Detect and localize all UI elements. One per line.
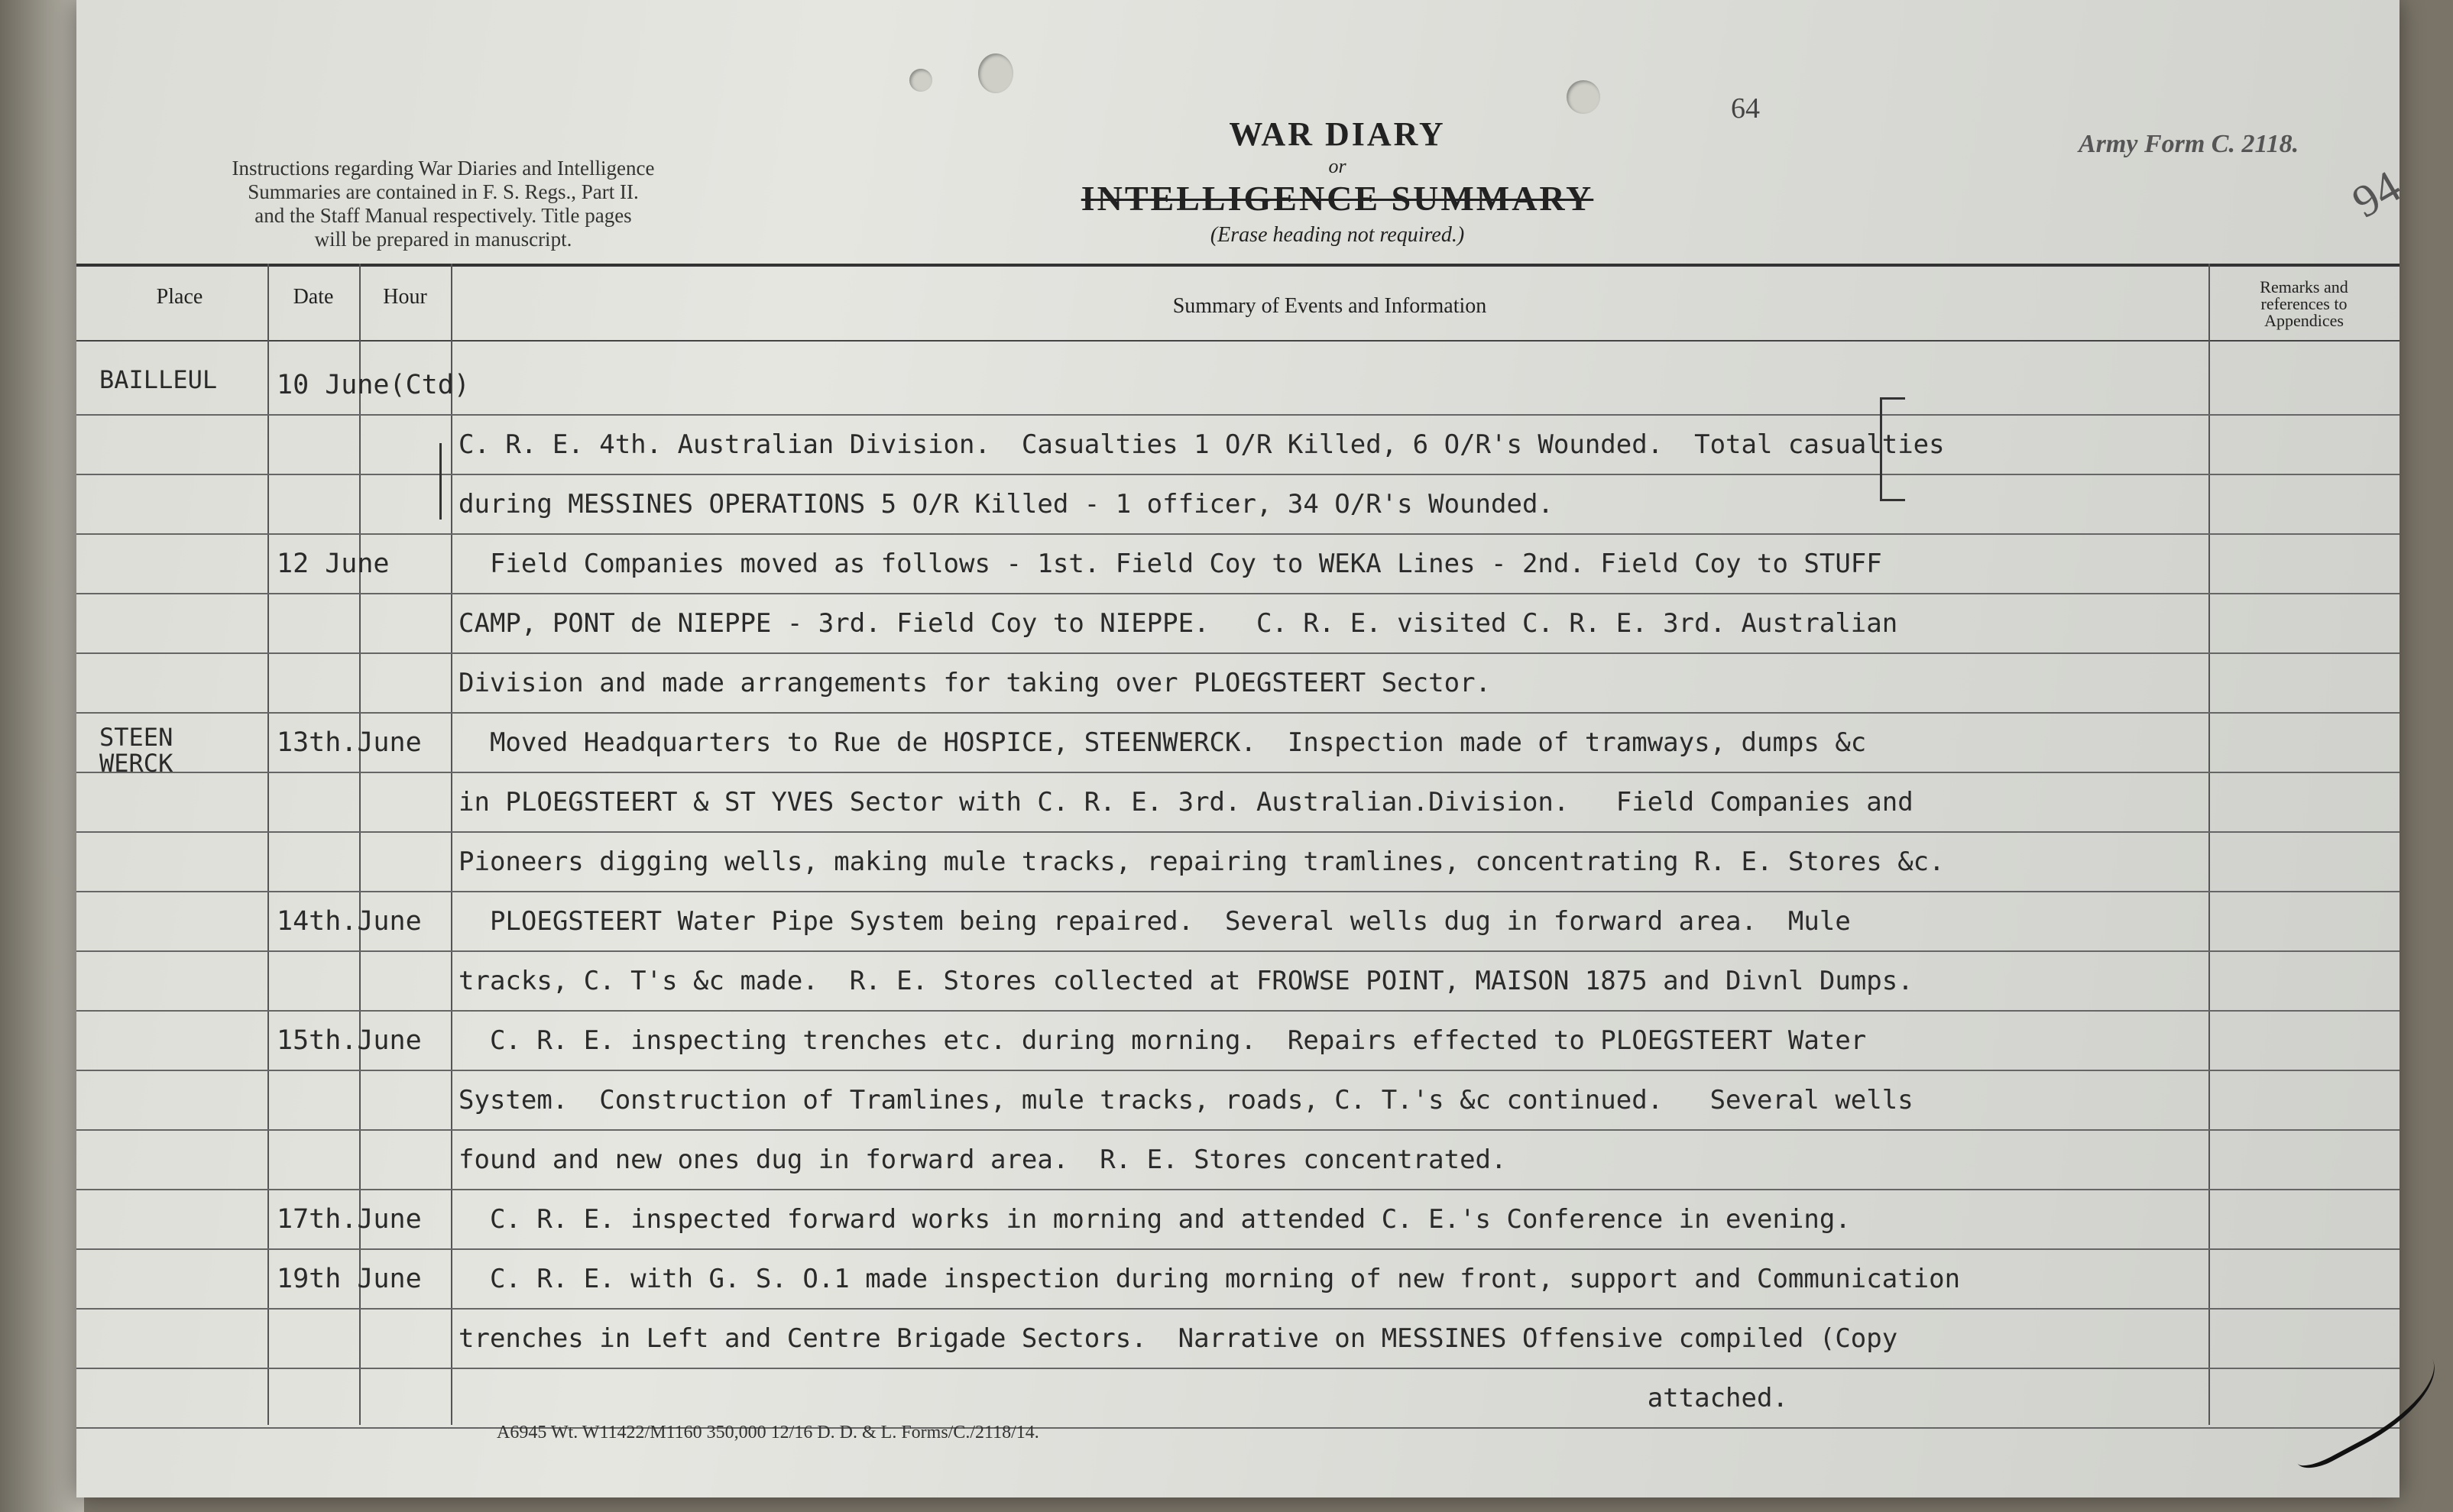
row-rule bbox=[76, 1129, 2400, 1131]
header-remarks-line: Remarks and bbox=[2260, 277, 2348, 296]
title-intelligence-summary: INTELLIGENCE SUMMARY bbox=[1081, 179, 1594, 218]
instructions-line: Instructions regarding War Diaries and Intelligence bbox=[232, 157, 655, 180]
title-or: or bbox=[1328, 155, 1346, 177]
title-war-diary: WAR DIARY bbox=[1229, 115, 1446, 153]
row-date: 15th.June bbox=[277, 1025, 422, 1056]
header-summary: Summary of Events and Information bbox=[1172, 294, 1487, 318]
page-number: 64 bbox=[1731, 92, 1760, 125]
row-summary: C. R. E. inspecting trenches etc. during morning. Repairs effected to PLOEGSTEERT Water bbox=[459, 1025, 1867, 1056]
row-rule bbox=[76, 1189, 2400, 1190]
row-rule bbox=[76, 414, 2400, 416]
army-form-label: Army Form C. 2118. bbox=[2079, 130, 2299, 158]
col-rule-place bbox=[267, 264, 269, 1425]
header-hour: Hour bbox=[383, 285, 427, 309]
row-rule bbox=[76, 652, 2400, 654]
row-rule bbox=[76, 1427, 2400, 1429]
col-rule-hour bbox=[451, 264, 452, 1425]
header-rule bbox=[76, 340, 2400, 342]
row-date: 10 June(Ctd) bbox=[277, 370, 470, 400]
bracket-mark bbox=[1880, 397, 1905, 501]
punch-hole bbox=[909, 69, 932, 92]
row-summary: attached. bbox=[459, 1383, 1788, 1413]
header-remarks-line: Appendices bbox=[2264, 311, 2344, 330]
header-remarks-line: references to bbox=[2260, 294, 2348, 313]
row-date: 14th.June bbox=[277, 906, 422, 937]
row-rule bbox=[76, 891, 2400, 892]
row-rule bbox=[76, 533, 2400, 535]
punch-hole bbox=[978, 53, 1013, 93]
header-date: Date bbox=[293, 285, 334, 309]
instructions-line: and the Staff Manual respectively. Title pages bbox=[254, 204, 632, 227]
row-summary: C. R. E. with G. S. O.1 made inspection during morning of new front, support and Communication bbox=[459, 1264, 1961, 1294]
row-rule bbox=[76, 1010, 2400, 1012]
row-summary: PLOEGSTEERT Water Pipe System being repaired. Several wells dug in forward area. Mule bbox=[459, 906, 1851, 937]
row-summary: found and new ones dug in forward area. R. E. Stores concentrated. bbox=[459, 1145, 1507, 1175]
row-summary: System. Construction of Tramlines, mule tracks, roads, C. T.'s &c continued. Several wells bbox=[459, 1085, 1913, 1115]
instructions-line: Summaries are contained in F. S. Regs., Part II. bbox=[248, 180, 639, 203]
row-summary: during MESSINES OPERATIONS 5 O/R Killed - 1 officer, 34 O/R's Wounded. bbox=[459, 489, 1554, 520]
row-place: STEEN WERCK bbox=[99, 723, 173, 778]
margin-mark bbox=[439, 443, 442, 520]
instructions-line: will be prepared in manuscript. bbox=[314, 228, 572, 251]
row-date: 19th June bbox=[277, 1264, 422, 1294]
row-summary: Field Companies moved as follows - 1st. Field Coy to WEKA Lines - 2nd. Field Coy to STUFF bbox=[459, 549, 1882, 579]
row-rule bbox=[76, 831, 2400, 833]
punch-hole bbox=[1567, 80, 1600, 114]
row-rule bbox=[76, 474, 2400, 475]
row-summary: C. R. E. inspected forward works in morning and attended C. E.'s Conference in evening. bbox=[459, 1204, 1851, 1235]
header-remarks bbox=[2212, 279, 2396, 329]
table-top-rule bbox=[76, 264, 2400, 267]
title-note: (Erase heading not required.) bbox=[1210, 223, 1465, 247]
row-rule bbox=[76, 950, 2400, 952]
row-date: 13th.June bbox=[277, 727, 422, 758]
row-rule bbox=[76, 1248, 2400, 1250]
row-rule bbox=[76, 1070, 2400, 1071]
row-summary: Moved Headquarters to Rue de HOSPICE, STEENWERCK. Inspection made of tramways, dumps &c bbox=[459, 727, 1867, 758]
folio-number: 94 bbox=[2344, 160, 2409, 228]
diary-table bbox=[76, 264, 2400, 1497]
row-rule bbox=[76, 1308, 2400, 1310]
row-summary: Division and made arrangements for taking over PLOEGSTEERT Sector. bbox=[459, 668, 1492, 698]
row-summary: tracks, C. T's &c made. R. E. Stores collected at FROWSE POINT, MAISON 1875 and Divnl Dumps. bbox=[459, 966, 1913, 996]
row-date: 12 June bbox=[277, 549, 390, 579]
row-summary: C. R. E. 4th. Australian Division. Casualties 1 O/R Killed, 6 O/R's Wounded. Total casualties bbox=[459, 429, 1945, 460]
row-summary: Pioneers digging wells, making mule tracks, repairing tramlines, concentrating R. E. Stores &c. bbox=[459, 847, 1945, 877]
row-date: 17th.June bbox=[277, 1204, 422, 1235]
print-footer: A6945 Wt. W11422/M1160 350,000 12/16 D. D. & L. Forms/C./2118/14. bbox=[497, 1423, 1039, 1442]
row-rule bbox=[76, 593, 2400, 594]
row-summary: trenches in Left and Centre Brigade Sectors. Narrative on MESSINES Offensive compiled (Copy bbox=[459, 1323, 1898, 1354]
col-rule-summary bbox=[2208, 264, 2210, 1425]
row-rule bbox=[76, 1368, 2400, 1369]
page-edge bbox=[0, 0, 84, 1512]
row-summary: CAMP, PONT de NIEPPE - 3rd. Field Coy to NIEPPE. C. R. E. visited C. R. E. 3rd. Australian bbox=[459, 608, 1898, 639]
row-summary: in PLOEGSTEERT & ST YVES Sector with C. R. E. 3rd. Australian.Division. Field Companies and bbox=[459, 787, 1913, 818]
title-block bbox=[955, 115, 1719, 248]
col-rule-date bbox=[359, 264, 361, 1425]
instructions-block bbox=[130, 157, 757, 251]
header-place: Place bbox=[156, 285, 203, 309]
war-diary-sheet bbox=[76, 0, 2409, 1497]
row-rule bbox=[76, 772, 2400, 773]
row-rule bbox=[76, 712, 2400, 714]
row-place: BAILLEUL bbox=[99, 365, 218, 394]
